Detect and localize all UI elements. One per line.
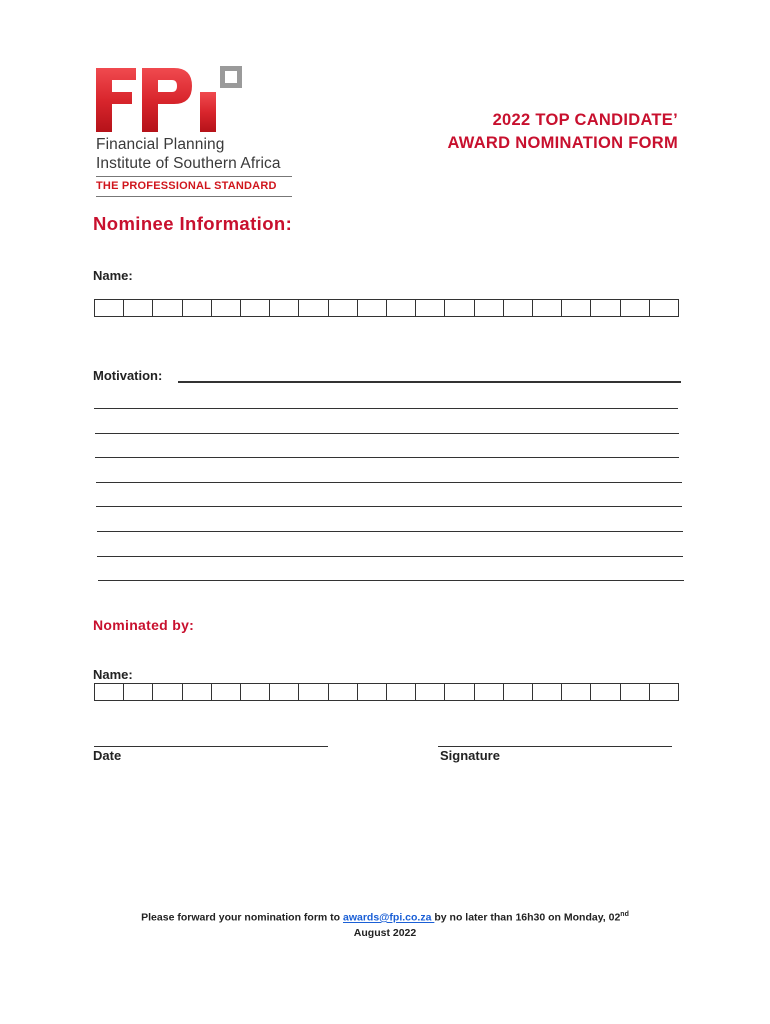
signature-field[interactable] [438, 746, 672, 747]
signature-label: Signature [440, 748, 500, 763]
char-box[interactable] [504, 683, 533, 701]
char-box[interactable] [183, 683, 212, 701]
char-box[interactable] [358, 299, 387, 317]
char-box[interactable] [241, 299, 270, 317]
char-box[interactable] [124, 299, 153, 317]
char-box[interactable] [562, 683, 591, 701]
motivation-line[interactable] [98, 580, 684, 581]
nominator-name-label: Name: [93, 667, 133, 682]
char-box[interactable] [416, 683, 445, 701]
char-box[interactable] [445, 683, 474, 701]
char-box[interactable] [562, 299, 591, 317]
char-box[interactable] [387, 299, 416, 317]
form-title-line2: AWARD NOMINATION FORM [447, 134, 678, 152]
logo-divider-top [96, 176, 292, 177]
submission-instructions [60, 907, 710, 941]
footer-text-before: Please forward your nomination form to [141, 911, 343, 924]
char-box[interactable] [124, 683, 153, 701]
char-box[interactable] [270, 299, 299, 317]
char-box[interactable] [504, 299, 533, 317]
char-box[interactable] [212, 683, 241, 701]
footer-superscript: nd [620, 911, 629, 918]
logo-text-line1: Financial Planning [96, 136, 225, 153]
char-box[interactable] [650, 683, 679, 701]
motivation-line[interactable] [96, 506, 682, 507]
motivation-line[interactable] [96, 482, 682, 483]
logo-divider-bottom [96, 196, 292, 197]
char-box[interactable] [621, 299, 650, 317]
motivation-line[interactable] [97, 531, 683, 532]
char-box[interactable] [299, 683, 328, 701]
logo-tagline: THE PROFESSIONAL STANDARD [96, 180, 277, 192]
char-box[interactable] [416, 299, 445, 317]
char-box[interactable] [329, 299, 358, 317]
char-box[interactable] [387, 683, 416, 701]
char-box[interactable] [533, 299, 562, 317]
nominee-name-label: Name: [93, 268, 133, 283]
char-box[interactable] [329, 683, 358, 701]
char-box[interactable] [183, 299, 212, 317]
nominator-name-field[interactable] [94, 683, 679, 701]
footer-text-after: by no later than 16h30 on Monday, 02 [434, 911, 621, 924]
nominee-heading: Nominee Information: [93, 213, 293, 234]
char-box[interactable] [241, 683, 270, 701]
motivation-label: Motivation: [93, 368, 163, 383]
char-box[interactable] [445, 299, 474, 317]
fpi-logo-mark-icon [94, 62, 244, 134]
char-box[interactable] [270, 683, 299, 701]
char-box[interactable] [299, 299, 328, 317]
motivation-line[interactable] [95, 433, 679, 434]
char-box[interactable] [95, 683, 124, 701]
char-box[interactable] [650, 299, 679, 317]
char-box[interactable] [591, 683, 620, 701]
date-label: Date [93, 748, 122, 763]
char-box[interactable] [621, 683, 650, 701]
fpi-logo [94, 62, 294, 200]
footer-date-line: August 2022 [353, 926, 417, 939]
char-box[interactable] [95, 299, 124, 317]
motivation-line[interactable] [178, 381, 681, 383]
date-field[interactable] [94, 746, 328, 747]
motivation-line[interactable] [97, 556, 683, 557]
char-box[interactable] [358, 683, 387, 701]
char-box[interactable] [533, 683, 562, 701]
char-box[interactable] [153, 683, 182, 701]
logo-text-line2: Institute of Southern Africa [96, 155, 281, 172]
char-box[interactable] [212, 299, 241, 317]
motivation-line[interactable] [95, 457, 679, 458]
char-box[interactable] [591, 299, 620, 317]
char-box[interactable] [475, 299, 504, 317]
motivation-line[interactable] [94, 408, 678, 409]
char-box[interactable] [475, 683, 504, 701]
email-link[interactable]: awards@fpi.co.za [343, 911, 435, 924]
nominee-name-field[interactable] [94, 299, 679, 317]
form-title-line1: 2022 TOP CANDIDATE’ [492, 111, 678, 129]
char-box[interactable] [153, 299, 182, 317]
nominated-by-heading: Nominated by: [93, 617, 195, 633]
